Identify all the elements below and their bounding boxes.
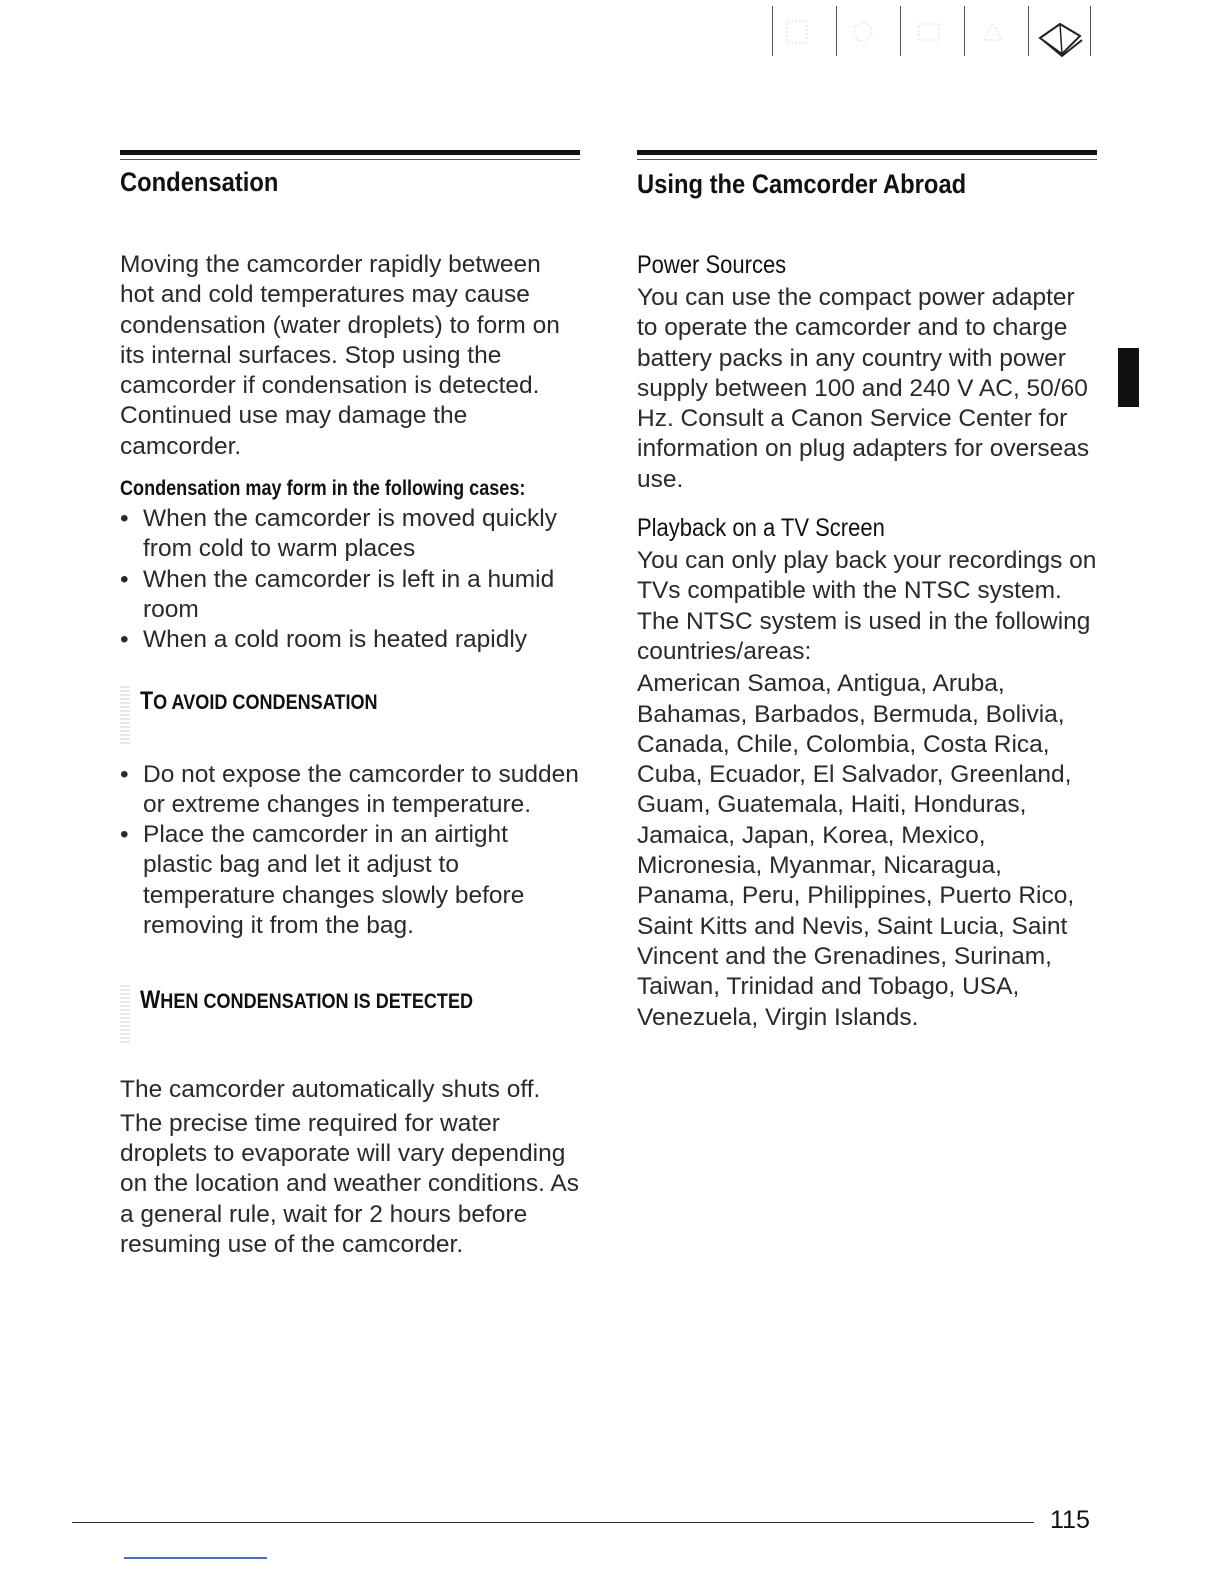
tv-playback-heading: Playback on a TV Screen (637, 514, 885, 543)
detected-body-2: The precise time required for water droplets to evaporate will vary depending on the location and weather conditions. As a general rule, wait for 2 hours before resuming use of the camcorder. (120, 1109, 580, 1258)
chapter-marker (1118, 348, 1139, 407)
tab-divider (772, 6, 773, 56)
section-rule (637, 150, 1097, 155)
list-item: • When the camcorder is moved quickly from cold to warm places (120, 504, 580, 565)
avoid-condensation-heading (120, 686, 580, 750)
list-item: • Do not expose the camcorder to sudden or extreme changes in temperature. (120, 760, 580, 821)
section-rule (120, 150, 580, 155)
heading-initial: T (140, 686, 154, 715)
tv-playback-body: You can only play back your recordings on TVs compatible with the NTSC system. The NTSC system is used in the following countries/areas: (637, 547, 1097, 665)
faded-tab-icon (850, 18, 876, 46)
power-sources-heading: Power Sources (637, 251, 787, 279)
power-sources-body: You can use the compact power adapter to operate the camcorder and to charge battery packs in any country with power supply between 100 and 240 V AC, 50/60 Hz. Consult a Canon Service Center for information on plug adapters for overseas use. (637, 284, 1090, 493)
heading-initial: W (140, 986, 161, 1015)
detected-body-1: The camcorder automatically shuts off. (120, 1076, 541, 1104)
footer-rule (72, 1522, 1034, 1523)
tab-divider (836, 6, 837, 56)
tab-divider (1090, 6, 1091, 56)
book-icon (1034, 18, 1086, 60)
faded-tab-icon (980, 18, 1006, 46)
right-column (637, 150, 1097, 1033)
condensation-title: Condensation (120, 167, 279, 197)
tab-divider (1028, 6, 1029, 56)
heading-text: HEN CONDENSATION IS DETECTED (160, 990, 474, 1014)
list-item: • Place the camcorder in an airtight plastic bag and let it adjust to temperature changes slowly before removing it from the bag. (120, 820, 580, 941)
scan-edge-line (124, 1557, 267, 1559)
condensation-intro: Moving the camcorder rapidly between hot and cold temperatures may cause condensation (water droplets) to form on its internal surfaces. Stop using the camcorder if condensation is detected. Continued use may damage the camcorder. (120, 251, 560, 460)
left-column (120, 150, 580, 1260)
ntsc-countries: American Samoa, Antigua, Aruba, Bahamas, Barbados, Bermuda, Bolivia, Canada, Chile, Colombia, Costa Rica, Cuba, Ecuador, El Salvador, Greenland, Guam, Guatemala, Haiti, Honduras, Jamaica, Japan, Korea, Mexico, Micronesia, Myanmar, Nicaragua, Panama, Peru, Philippines, Puerto Rico, Saint Kitts and Nevis, Saint Lucia, Saint Vincent and the Grenadines, Surinam, Taiwan, Trinidad and Tobago, USA, Venezuela, Virgin Islands. (637, 670, 1075, 1031)
tab-divider (964, 6, 965, 56)
list-item: • When the camcorder is left in a humid room (120, 565, 580, 626)
tab-divider (900, 6, 901, 56)
abroad-title: Using the Camcorder Abroad (637, 169, 967, 199)
faded-tab-icon (916, 18, 942, 46)
list-item: • When a cold room is heated rapidly (120, 625, 580, 655)
cases-list (120, 504, 580, 655)
heading-text: O AVOID CONDENSATION (153, 690, 378, 714)
section-tabs (772, 6, 1092, 58)
faded-tab-icon (784, 18, 810, 46)
condensation-detected-heading (120, 985, 580, 1049)
heading-marker (120, 985, 130, 1043)
heading-marker (120, 686, 130, 744)
page-number: 115 (1050, 1506, 1090, 1534)
cases-heading: Condensation may form in the following cases: (120, 477, 526, 501)
avoid-list (120, 760, 580, 942)
